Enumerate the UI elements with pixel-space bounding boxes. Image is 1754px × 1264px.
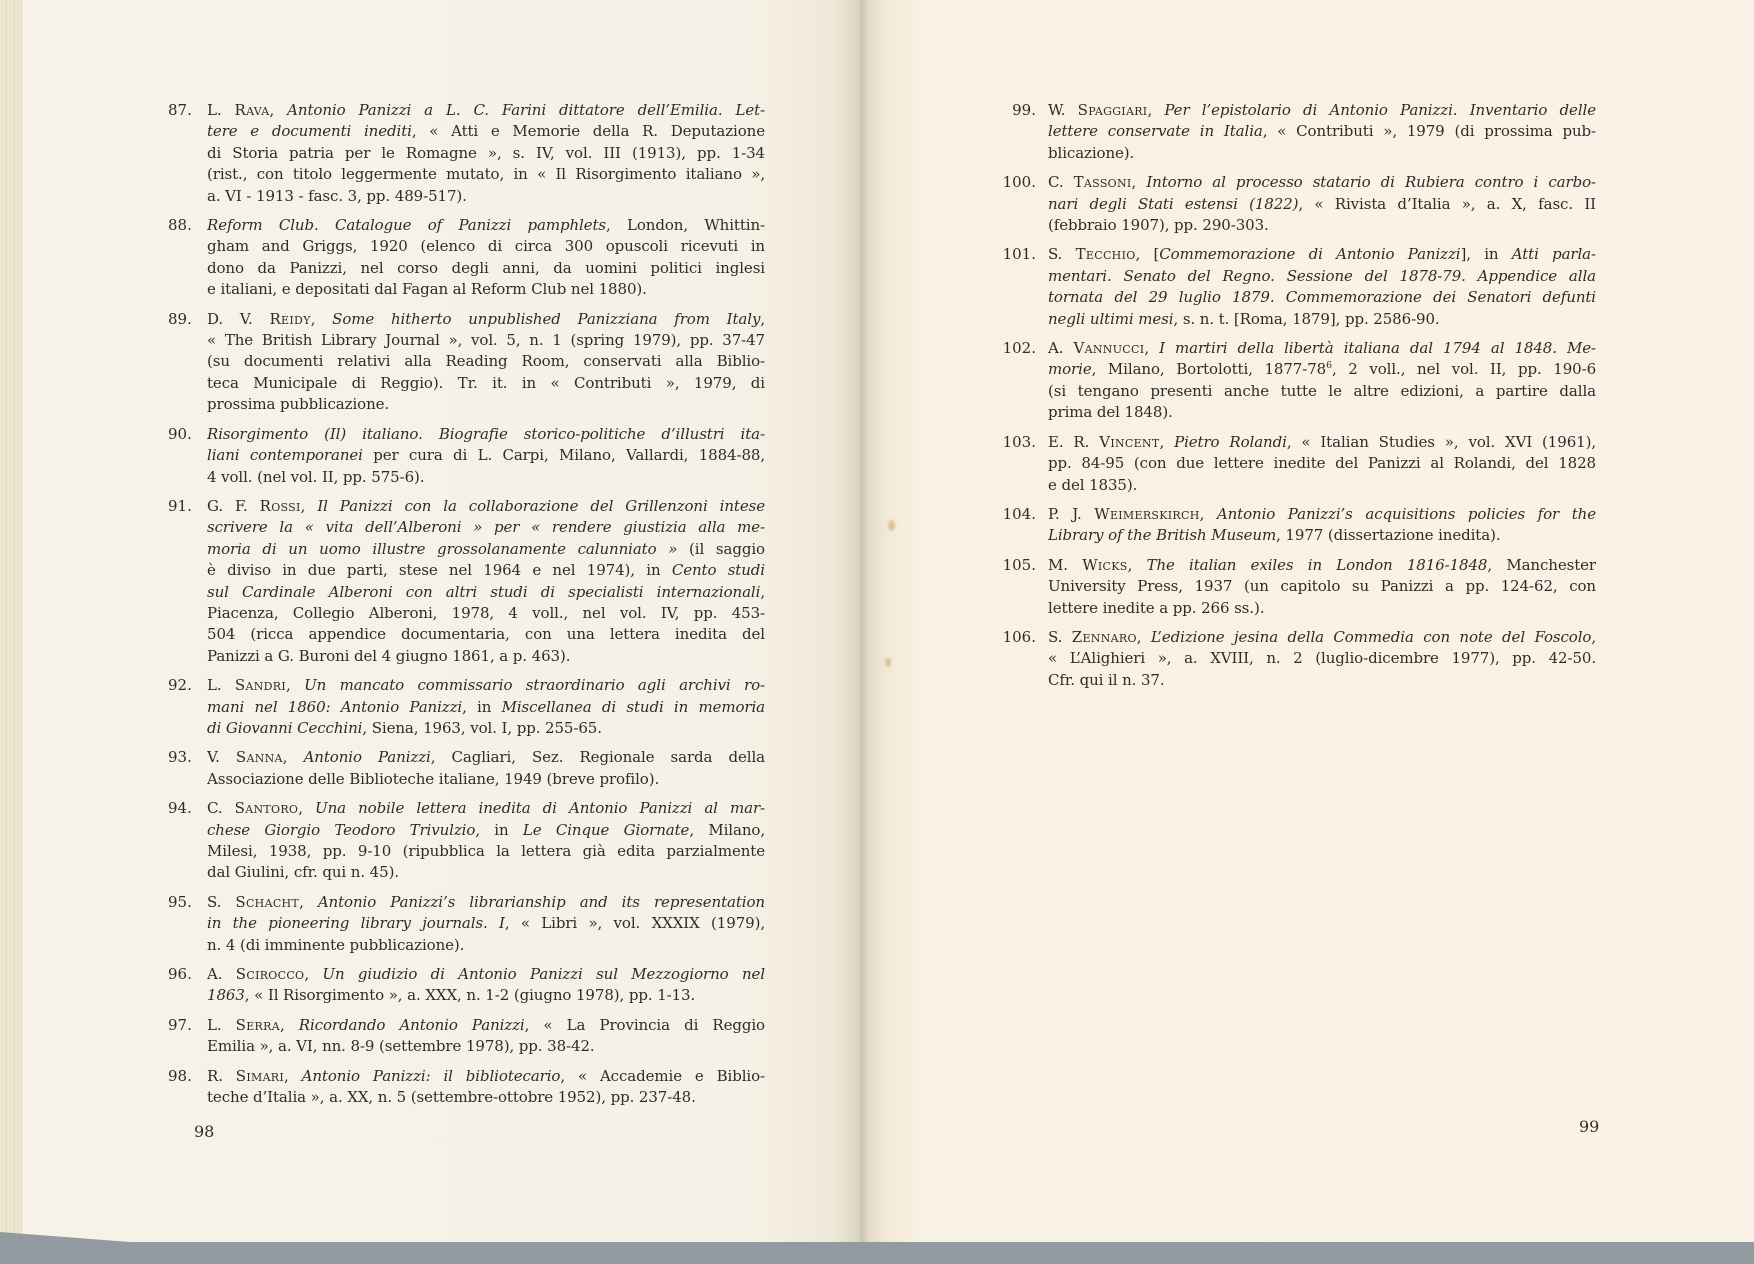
text-run: , [282,748,304,767]
bibliography-entry [168,1015,768,1058]
title-text: Un giudizio di Antonio Panizzi sul Mezzogiorno nel [322,965,765,984]
entry-body [207,1015,765,1058]
author-name: Spaggiari [1077,101,1148,119]
text-run: , « Rivista d’Italia », a. X, fasc. II [1298,194,1596,213]
entry-line [1048,381,1596,402]
entry-number: 102. [1002,339,1036,358]
text-run: , [760,582,765,601]
text-run: , « La Provincia di Reggio [524,1015,765,1034]
text-run: , 1977 (dissertazione inedita). [1276,526,1501,545]
title-text: Le Cinque Giornate [522,820,690,839]
text-run: , London, Whittin- [606,216,765,235]
text-run: 4 voll. (nel vol. II, pp. 575-6). [207,467,425,486]
title-text: mani nel 1860: Antonio Panizzi [207,697,463,716]
entry-body [207,798,765,884]
foxing-spot [885,658,891,667]
entry-number: 105. [1002,555,1036,574]
entry-line [207,236,765,257]
text-run: , Milano, Bortolotti, 1877-78 [1091,360,1327,379]
entry-body [207,424,765,488]
text-run: 504 (ricca appendice documentaria, con una lettera inedita del [207,625,765,644]
text-run: , [1136,627,1151,646]
text-run: , [1127,555,1147,574]
author-name: Serra [235,1015,280,1034]
text-run: R. [207,1066,236,1085]
title-text: Miscellanea di studi in memoria [501,697,765,716]
text-run: , [269,101,288,119]
entry-line [1048,266,1596,287]
text-run: prossima pubblicazione. [207,395,390,414]
entry-number: 99. [1012,101,1036,119]
entry-line [207,309,765,330]
text-run: blicazione). [1048,143,1135,162]
title-text: Per l’epistolario di Antonio Panizzi. Inventario delle [1164,101,1596,119]
author-name: Zennaro [1071,627,1137,646]
entry-line [207,258,765,279]
entry-line [207,164,765,185]
text-run: Emilia », a. VI, nn. 8-9 (settembre 1978), pp. 38-42. [207,1037,595,1056]
text-run: Milesi, 1938, pp. 9-10 (ripubblica la lettera già edita parzialmente [207,842,765,860]
entry-line [207,100,765,121]
entry-line [1048,100,1596,121]
text-run: , [299,892,318,911]
author-name: Rava [234,101,270,119]
entry-line [1048,504,1596,525]
text-run: e del 1835). [1048,475,1138,494]
entry-body [207,675,765,739]
bibliography-entry [984,172,1599,236]
title-text: Il Panizzi con la collaborazione del Grillenzoni intese [317,496,765,515]
entry-body [207,1066,765,1109]
text-run: a. VI - 1913 - fasc. 3, pp. 489-517). [207,186,467,205]
title-text: Commemorazione di Antonio Panizzi [1159,245,1461,264]
author-name: Sandri [234,676,287,695]
entry-number: 92. [168,676,192,695]
text-run: dal Giulini, cfr. qui n. 45). [207,863,399,882]
entry-line [207,279,765,300]
entry-number: 101. [1002,245,1036,264]
entry-number: 89. [168,309,192,328]
book-fore-edge [0,0,22,1242]
text-run: , [ [1135,245,1160,264]
entry-number: 94. [168,799,192,818]
entry-body [207,215,765,301]
entry-line [207,624,765,645]
text-run: dono da Panizzi, nel corso degli anni, da uomini politici inglesi [207,258,765,277]
entry-line [207,747,765,768]
text-run: , [1591,627,1596,646]
entry-line [1048,648,1596,669]
entry-line [207,496,765,517]
bibliography-entry [984,338,1599,424]
entry-number: 106. [1002,627,1036,646]
foxing-spot [888,520,895,531]
title-text: L’edizione jesina della Commedia con note del Foscolo [1150,627,1592,646]
text-run: , [1159,432,1175,451]
title-text: Atti parla- [1511,245,1596,264]
title-text: liani contemporanei [207,446,363,465]
text-run: , [300,496,318,515]
text-run: Associazione delle Biblioteche italiane, 1949 (breve profilo). [207,769,660,788]
title-text: Antonio Panizzi’s acquisitions policies for the [1216,504,1596,523]
title-text: Antonio Panizzi [303,748,431,767]
title-text: Risorgimento (Il) italiano. Biografie storico-politiche d’illustri ita- [207,424,765,443]
entry-line [207,424,765,445]
text-run: , in [462,697,502,716]
text-run: C. [207,799,235,818]
text-run: , [298,799,316,818]
title-text: in the pioneering library journals. I [207,914,505,933]
text-run: (rist., con titolo leggermente mutato, in « Il Risorgimento italiano », [207,165,765,184]
bibliography-entry [168,309,768,416]
right-page [860,0,1754,1242]
title-text: tornata del 29 luglio 1879. Commemorazione dei Senatori defunti [1048,288,1596,307]
title-text: scrivere la « vita dell’Alberoni » per « rendere giustizia alla me- [207,518,765,537]
entry-number: 98. [168,1066,192,1085]
text-run: W. [1048,101,1078,119]
entry-line [207,517,765,538]
text-run: University Press, 1937 (un capitolo su Panizzi a pp. 124-62, con [1048,577,1596,596]
entry-number: 88. [168,216,192,235]
title-text: morie [1048,360,1092,379]
entry-body [207,496,765,667]
entry-line [1048,627,1596,648]
author-name: Vincent [1099,432,1160,451]
entry-line [1048,598,1596,619]
entry-number: 96. [168,965,192,984]
text-run: A. [1048,339,1074,358]
entry-line [207,582,765,603]
bibliography-entry [984,627,1599,691]
text-run: L. [207,1015,236,1034]
text-run: teca Municipale di Reggio). Tr. it. in « Contributi », 1979, di [207,373,765,392]
text-run: A. [207,965,236,984]
text-run: , « Atti e Memorie della R. Deputazione [411,122,765,141]
text-run: « L’Alighieri », a. XVIII, n. 2 (luglio-dicembre 1977), pp. 42-50. [1048,649,1596,668]
title-text: Ricordando Antonio Panizzi [298,1015,525,1034]
entry-line [1048,555,1596,576]
title-text: nari degli Stati estensi (1822) [1048,194,1299,213]
page-number-right: 99 [1579,1117,1600,1136]
entry-line [207,539,765,560]
entry-line [207,646,765,667]
entry-number: 93. [168,748,192,767]
bibliography-entry [984,504,1599,547]
title-text: moria di un uomo illustre grossolanamente calunniato » [207,539,678,558]
bibliography-entry [168,892,768,956]
text-run: Piacenza, Collegio Alberoni, 1978, 4 voll., nel vol. IV, pp. 453- [207,603,765,622]
entry-line [1048,143,1596,164]
entry-line [207,186,765,207]
text-run: (su documenti relativi alla Reading Room, conservati alla Biblio- [207,352,765,371]
text-run: , « Libri », vol. XXXIX (1979), [504,914,765,933]
entry-line [207,560,765,581]
author-name: Tecchio [1075,245,1136,264]
entry-line [207,1036,765,1057]
entry-line [207,603,765,624]
text-run: D. V. [207,309,270,328]
entry-body [207,100,765,207]
text-run: (si tengano presenti anche tutte le altre edizioni, a partire dalla [1048,381,1596,400]
bibliography-entry [168,424,768,488]
entry-body [1048,100,1596,164]
entry-body [1048,555,1596,619]
superscript: 6 [1326,360,1332,372]
title-text: chese Giorgio Teodoro Trivulzio [207,820,476,839]
entry-number: 90. [168,424,192,443]
author-name: Simari [235,1066,285,1085]
text-run: L. [207,676,235,695]
text-run: per cura di L. Carpi, Milano, Vallardi, 1884-88, [362,446,765,465]
text-run: S. [1048,627,1072,646]
bibliography-entry [984,244,1599,330]
title-text: negli ultimi mesi [1048,309,1174,328]
entry-line [1048,453,1596,474]
entry-line [207,675,765,696]
text-run: , [304,965,323,984]
entry-line [207,964,765,985]
entry-number: 91. [168,496,192,515]
title-text: Pietro Rolandi [1174,432,1287,451]
title-text: Antonio Panizzi’s librarianship and its representation [317,892,765,911]
bibliography-entry [168,496,768,667]
text-run: Panizzi a G. Buroni del 4 giugno 1861, a p. 463). [207,646,571,665]
text-run: M. [1048,555,1083,574]
title-text: mentari. Senato del Regno. Sessione del 1878-79. Appendice alla [1048,266,1596,285]
text-run: C. [1048,173,1074,192]
title-text: The italian exiles in London 1816-1848 [1146,555,1488,574]
bibliography-entry [168,1066,768,1109]
title-text: lettere conservate in Italia [1048,122,1263,141]
title-text: 1863 [207,986,245,1005]
entry-number: 87. [168,101,192,119]
entry-line [1048,309,1596,330]
author-name: Rossi [259,496,301,515]
entry-line [207,445,765,466]
entry-line [207,913,765,934]
entry-number: 95. [168,892,192,911]
entry-line [1048,194,1596,215]
entry-line [207,1015,765,1036]
entry-line [207,1087,765,1108]
bibliography-entry [984,555,1599,619]
entry-line [1048,359,1596,380]
entry-line [207,351,765,372]
entry-line [1048,432,1596,453]
entry-number: 104. [1002,504,1036,523]
text-run: « The British Library Journal », vol. 5, n. 1 (spring 1979), pp. 37-47 [207,331,765,350]
title-text: I martiri della libertà italiana dal 1794 al 1848. Me- [1159,339,1596,358]
text-run: , Siena, 1963, vol. I, pp. 255-65. [362,718,602,737]
entry-line [207,798,765,819]
text-run: e italiani, e depositati dal Fagan al Reform Club nel 1880). [207,280,647,299]
entry-body [1048,338,1596,424]
text-run: n. 4 (di imminente pubblicazione). [207,935,465,954]
entry-line [207,143,765,164]
entry-line [207,769,765,790]
bibliography-entry [168,798,768,884]
author-name: Sanna [235,748,283,767]
entry-body [207,747,765,790]
author-name: Schacht [235,892,300,911]
entry-line [207,1066,765,1087]
entry-line [207,985,765,1006]
text-run: , [286,676,305,695]
author-name: Weimerskirch [1094,504,1200,523]
text-run: , Manchester [1487,555,1596,574]
text-run: S. [207,892,236,911]
author-name: Vannucci [1073,339,1145,358]
entry-line [207,121,765,142]
entry-line [207,718,765,739]
text-run: Cfr. qui il n. 37. [1048,670,1165,689]
left-page-entries [168,100,768,1116]
bibliography-entry [984,432,1599,496]
left-page [22,0,860,1242]
entry-body [207,964,765,1007]
text-run: , « Accademie e Biblio- [560,1066,765,1085]
title-text: Antonio Panizzi a L. C. Farini dittatore dell’Emilia. Let- [287,101,765,119]
bibliography-entry [168,100,768,207]
entry-body [207,892,765,956]
entry-body [1048,172,1596,236]
text-run: teche d’Italia », a. XX, n. 5 (settembre-ottobre 1952), pp. 237-48. [207,1088,696,1107]
text-run: G. F. [207,496,260,515]
author-name: Santoro [234,799,299,818]
text-run: , « Italian Studies », vol. XVI (1961), [1286,432,1596,451]
entry-line [1048,287,1596,308]
entry-line [207,330,765,351]
entry-line [1048,172,1596,193]
text-run: S. [1048,245,1076,264]
title-text: di Giovanni Cecchini [207,718,363,737]
text-run: prima del 1848). [1048,403,1173,422]
entry-body [1048,432,1596,496]
entry-line [207,841,765,862]
text-run: lettere inedite a pp. 266 ss.). [1048,598,1265,617]
text-run: , « Contributi », 1979 (di prossima pub- [1262,122,1596,141]
page-number-left: 98 [194,1122,215,1141]
right-page-entries [984,100,1599,699]
text-run: ], in [1460,245,1512,264]
entry-line [1048,525,1596,546]
text-run: , [1199,504,1217,523]
text-run: (il saggio [677,539,765,558]
entry-line [207,892,765,913]
text-run: , s. n. t. [Roma, 1879], pp. 2586-90. [1173,309,1440,328]
entry-line [1048,576,1596,597]
author-name: Scirocco [235,965,305,984]
entry-body [1048,627,1596,691]
title-text: Some hitherto unpublished Panizziana from Italy [332,309,761,328]
bibliography-entry [168,215,768,301]
entry-number: 103. [1002,432,1036,451]
text-run: , Milano, [689,820,765,839]
title-text: Antonio Panizzi: il bibliotecario [301,1066,561,1085]
text-run: , in [475,820,523,839]
title-text: tere e documenti inediti [207,122,412,141]
entry-body [1048,244,1596,330]
entry-line [1048,475,1596,496]
entry-line [1048,244,1596,265]
text-run: di Storia patria per le Romagne », s. IV, vol. III (1913), pp. 1-34 [207,143,765,162]
bibliography-entry [984,100,1599,164]
bibliography-entry [168,747,768,790]
text-run: V. [207,748,236,767]
text-run: , [1131,173,1147,192]
text-run: , [1144,339,1160,358]
title-text: Un mancato commissario straordinario agli archivi ro- [304,676,765,695]
entry-line [1048,670,1596,691]
title-text: Una nobile lettera inedita di Antonio Panizzi al mar- [315,799,765,818]
text-run: , [310,309,333,328]
entry-line [207,935,765,956]
text-run: , Cagliari, Sez. Regionale sarda della [430,748,765,767]
text-run: L. [207,101,235,119]
title-text: Intorno al processo statario di Rubiera contro i carbo- [1146,173,1596,192]
title-text: sul Cardinale Alberoni con altri studi di specialisti internazionali [207,582,761,601]
text-run: , 2 voll., nel vol. II, pp. 190-6 [1331,360,1596,379]
entry-number: 100. [1002,173,1036,192]
title-text: Library of the British Museum [1048,526,1277,545]
entry-body [1048,504,1596,547]
author-name: Reidy [269,309,311,328]
text-run: , [760,309,765,328]
author-name: Tassoni [1073,173,1132,192]
text-run: , [284,1066,302,1085]
text-run: P. J. [1048,504,1095,523]
text-run: gham and Griggs, 1920 (elenco di circa 300 opuscoli ricevuti in [207,237,765,256]
entry-line [207,394,765,415]
entry-line [207,697,765,718]
entry-line [207,820,765,841]
text-run: è diviso in due parti, stese nel 1964 e nel 1974), in [207,561,672,580]
entry-line [207,862,765,883]
text-run: pp. 84-95 (con due lettere inedite del Panizzi al Rolandi, del 1828 [1048,454,1596,473]
text-run: , [1147,101,1165,119]
author-name: Wicks [1082,555,1128,574]
bibliography-entry [168,675,768,739]
entry-line [1048,338,1596,359]
entry-line [207,467,765,488]
title-text: Cento studi [671,561,765,580]
entry-line [207,215,765,236]
entry-line [1048,121,1596,142]
entry-line [1048,215,1596,236]
text-run: , « Il Risorgimento », a. XXX, n. 1-2 (giugno 1978), pp. 1-13. [244,986,696,1005]
entry-body [207,309,765,416]
entry-line [1048,402,1596,423]
title-text: Reform Club. Catalogue of Panizzi pamphlets [207,216,607,235]
text-run: , [279,1015,299,1034]
entry-number: 97. [168,1015,192,1034]
entry-line [207,373,765,394]
bibliography-entry [168,964,768,1007]
text-run: E. R. [1048,432,1100,451]
text-run: (febbraio 1907), pp. 290-303. [1048,216,1269,235]
